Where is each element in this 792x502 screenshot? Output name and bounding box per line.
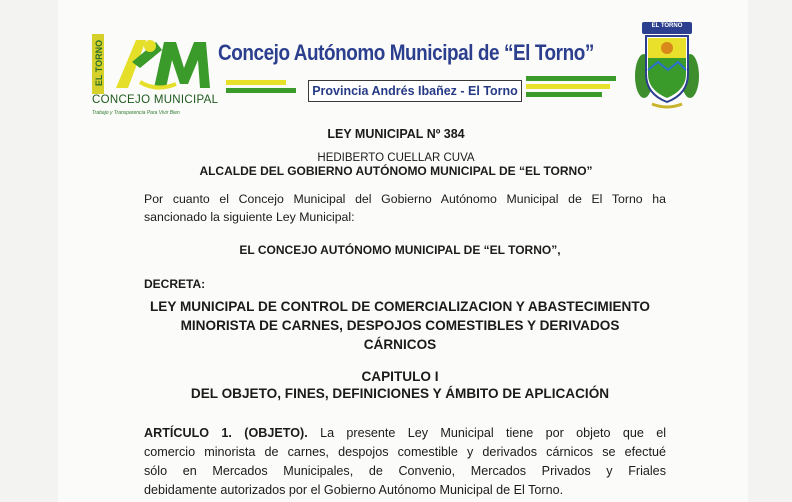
article-label: ARTÍCULO 1. (OBJETO). xyxy=(144,426,308,440)
article-line-3: sólo en Mercados Municipales, de Convenio, Mercados Privados y Friales xyxy=(144,464,666,478)
logo-vertical-bar xyxy=(92,34,104,94)
intro-line-1: Por cuanto el Concejo Municipal del Gobierno Autónomo Municipal de El Torno ha xyxy=(144,192,666,206)
article-1 xyxy=(144,424,666,500)
logo-slogan: Trabajo y Transparencia Para Vivir Bien xyxy=(92,110,180,116)
article-line-2: comercio minorista de carnes, despojos comestible y derivados cárnicos se efectué xyxy=(144,445,666,459)
intro-line-2: sancionado la siguiente Ley Municipal: xyxy=(144,210,355,224)
intro-paragraph xyxy=(144,190,666,226)
seal-text: EL TORNO xyxy=(651,23,683,29)
header-subtitle: Provincia Andrés Ibañez - El Torno xyxy=(308,80,522,102)
law-title-line-1: LEY MUNICIPAL DE CONTROL DE COMERCIALIZACION Y ABASTECIMIENTO xyxy=(150,299,650,314)
cm-monogram-icon xyxy=(106,32,212,94)
logo-vertical-text: EL TORNO xyxy=(94,39,104,87)
municipal-seal xyxy=(628,18,706,110)
law-number: LEY MUNICIPAL Nº 384 xyxy=(327,127,465,141)
coat-of-arms-icon xyxy=(628,18,706,110)
logo-name: CONCEJO MUNICIPAL xyxy=(92,94,219,106)
header-title: Concejo Autónomo Municipal de “El Torno” xyxy=(218,40,594,65)
chapter-title: DEL OBJETO, FINES, DEFINICIONES Y ÁMBITO DE APLICACIÓN xyxy=(190,386,610,401)
mayor-name: HEDIBERTO CUELLAR CUVA xyxy=(317,152,475,164)
council-heading: EL CONCEJO AUTÓNOMO MUNICIPAL DE “EL TORNO”, xyxy=(239,243,561,257)
chapter-number: CAPITULO I xyxy=(361,369,439,384)
article-line-1: La presente Ley Municipal tiene por objeto que el xyxy=(320,426,666,440)
law-title-line-2: MINORISTA DE CARNES, DESPOJOS COMESTIBLES Y DERIVADOS xyxy=(180,318,620,333)
decreta: DECRETA: xyxy=(144,277,206,291)
mayor-title: ALCALDE DEL GOBIERNO AUTÓNOMO MUNICIPAL DE “EL TORNO” xyxy=(199,164,593,178)
law-title-line-3: CÁRNICOS xyxy=(363,337,437,352)
article-line-4: debidamente autorizados por el Gobierno Autónomo Municipal de El Torno. xyxy=(144,483,564,497)
concejo-logo xyxy=(92,32,219,120)
